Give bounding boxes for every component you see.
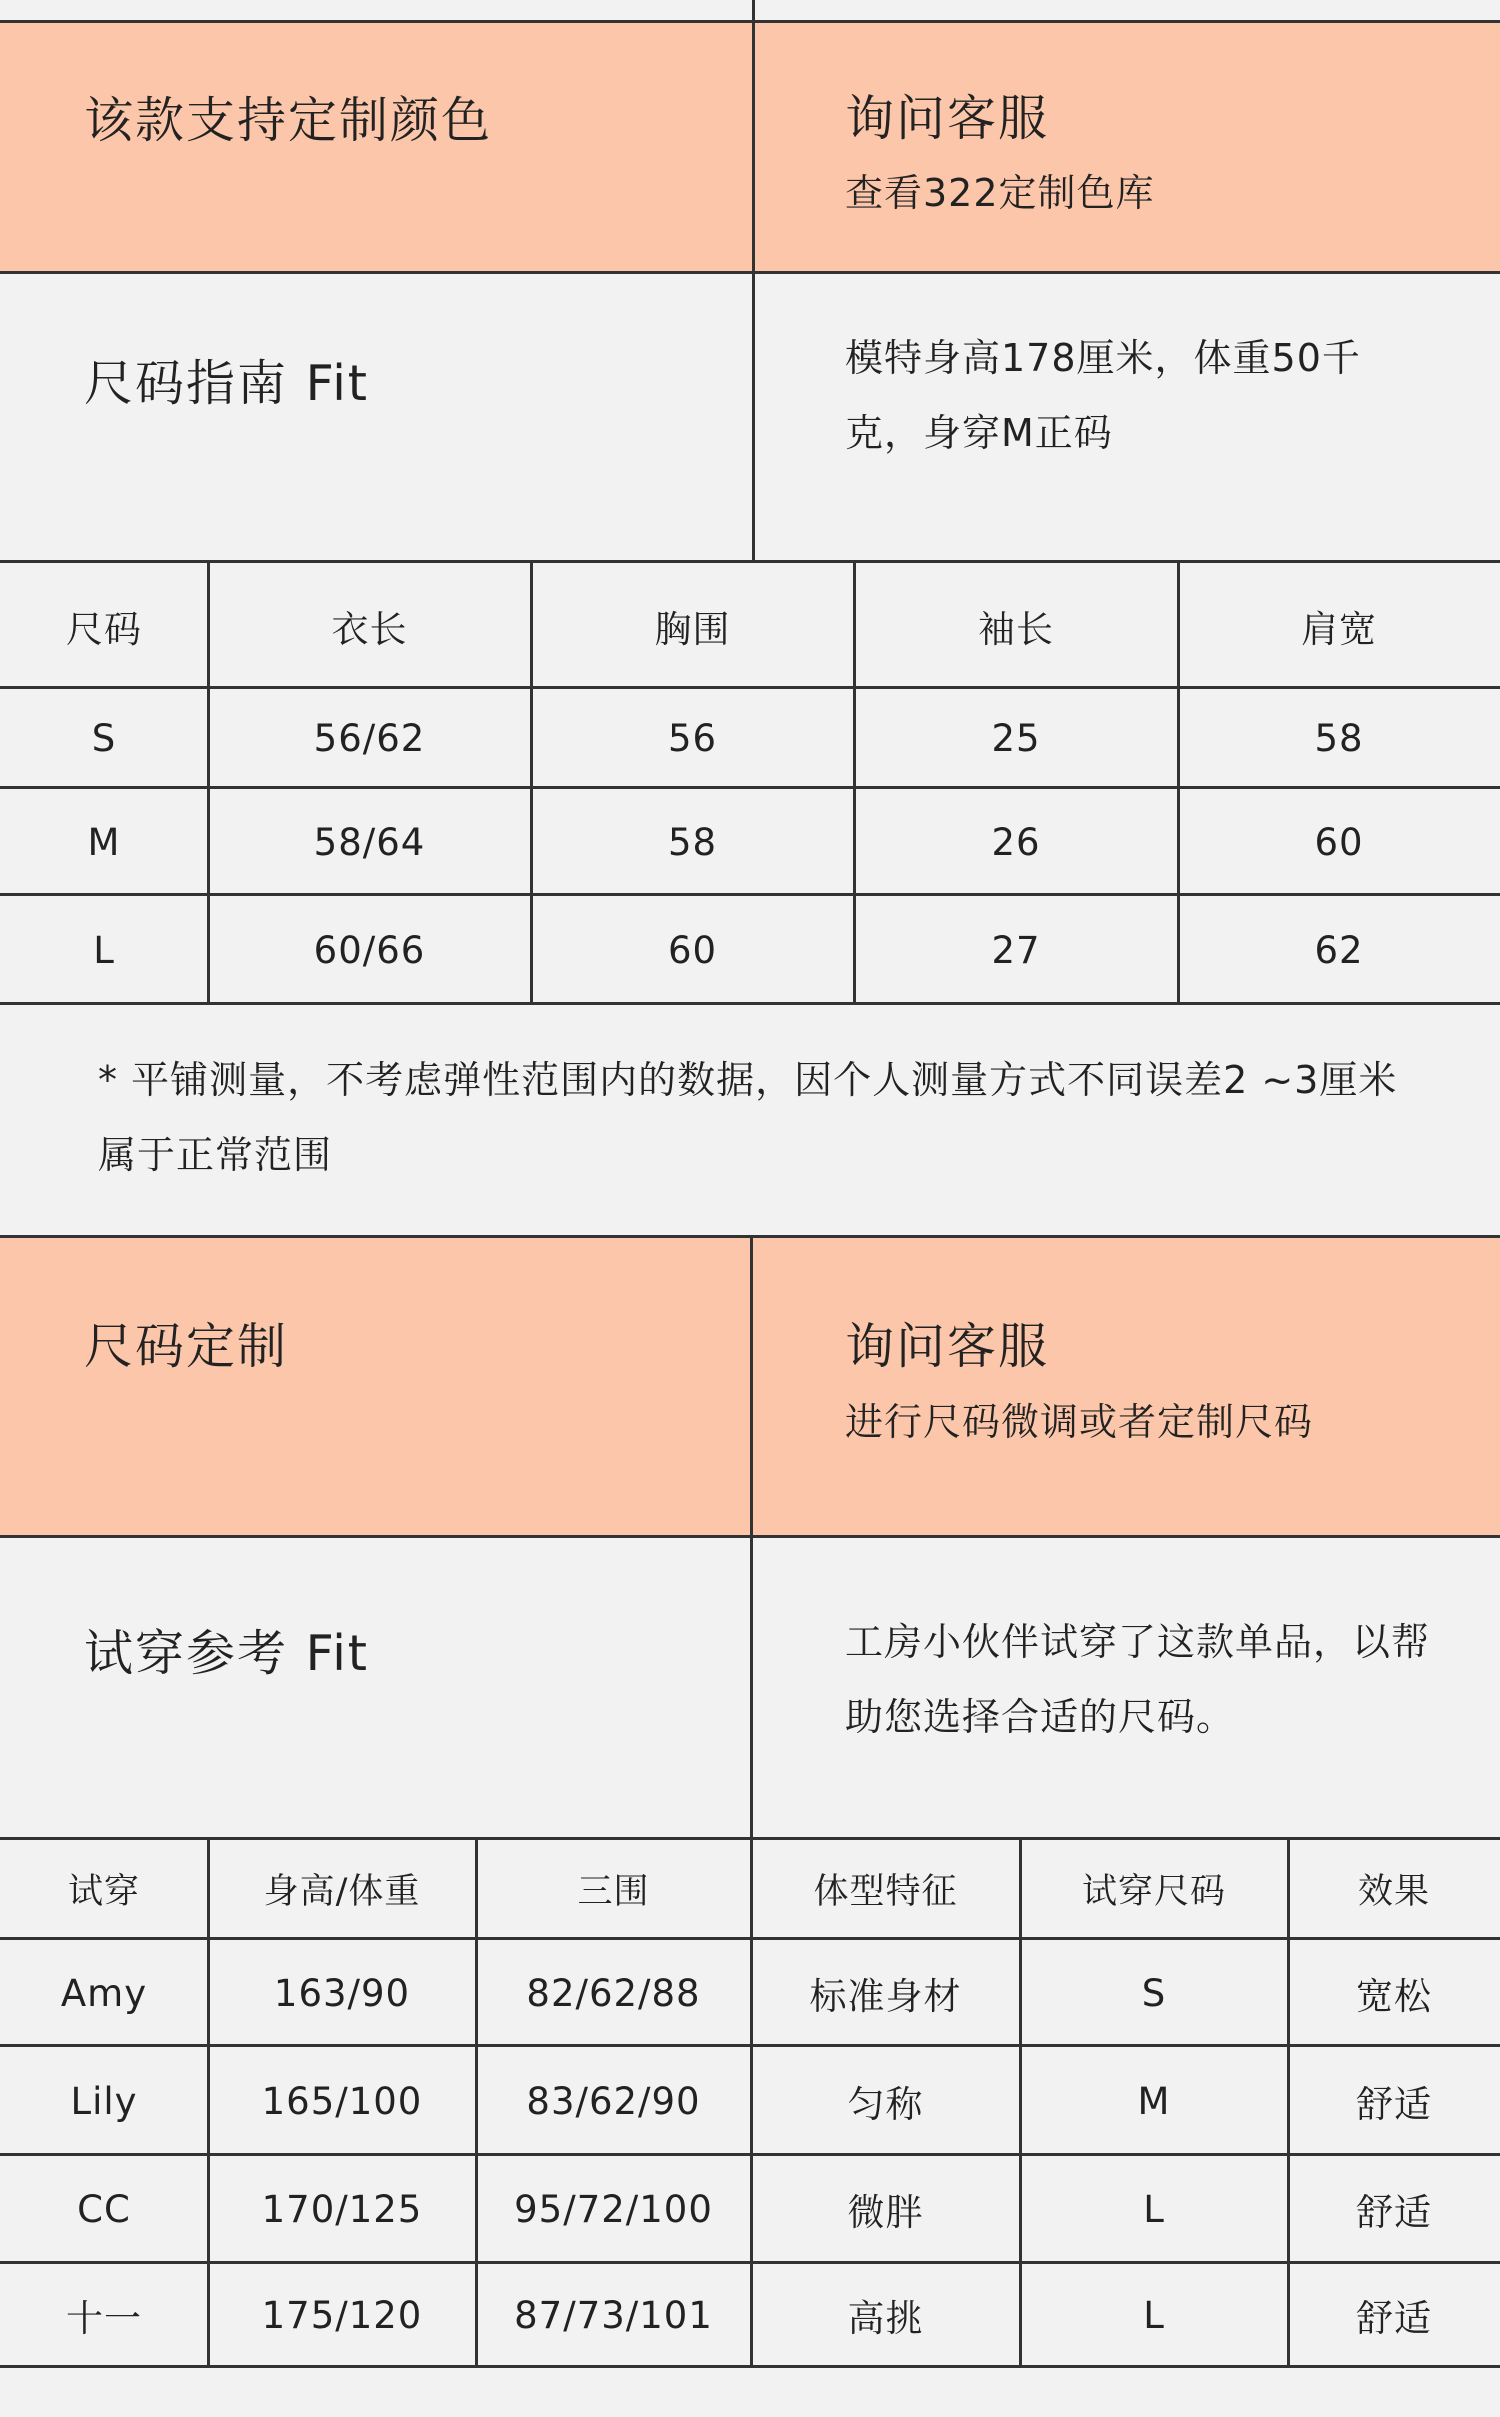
try-table-header: 三围 xyxy=(577,1872,650,1912)
divider xyxy=(0,560,1500,563)
size-cell: 62 xyxy=(1314,928,1364,972)
try-table-header: 身高/体重 xyxy=(263,1872,421,1912)
try-cell: L xyxy=(1143,2187,1165,2231)
model-info-note: 模特身高178厘米，体重50千克，身穿M正码 xyxy=(845,336,1361,455)
try-cell: 舒适 xyxy=(1356,2083,1432,2126)
try-cell: 标准身材 xyxy=(809,1975,962,2018)
try-table-header: 体型特征 xyxy=(813,1872,958,1912)
divider xyxy=(0,686,1500,689)
size-cell: 58/64 xyxy=(313,820,426,864)
try-cell: 高挑 xyxy=(847,2297,924,2340)
divider xyxy=(750,1237,753,1839)
size-table-header: 衣长 xyxy=(331,607,408,651)
size-cell: 60 xyxy=(1314,820,1364,864)
divider xyxy=(752,0,755,562)
try-on-title: 试穿参考 Fit xyxy=(84,1625,370,1682)
divider xyxy=(207,1839,210,2367)
divider xyxy=(750,1839,753,2367)
divider xyxy=(853,562,856,1004)
divider xyxy=(207,562,210,1004)
divider xyxy=(530,562,533,1004)
custom-size-title: 尺码定制 xyxy=(84,1318,289,1375)
size-cell: 56 xyxy=(667,716,718,760)
divider xyxy=(0,1002,1500,1005)
try-cell: 165/100 xyxy=(261,2079,423,2123)
try-cell: 175/120 xyxy=(261,2293,423,2337)
try-cell: Amy xyxy=(60,1971,148,2015)
try-cell: Lily xyxy=(70,2079,138,2123)
try-cell: 87/73/101 xyxy=(514,2293,713,2337)
try-cell: 匀称 xyxy=(847,2083,924,2126)
divider xyxy=(0,271,1500,274)
measurement-note: * 平铺测量，不考虑弹性范围内的数据，因个人测量方式不同误差2 ~3厘米属于正常范围 xyxy=(98,1058,1398,1177)
size-cell: 58 xyxy=(667,820,718,864)
size-table-header: 尺码 xyxy=(66,607,142,651)
try-cell: CC xyxy=(77,2187,131,2231)
size-adjust-link[interactable]: 进行尺码微调或者定制尺码 xyxy=(845,1400,1314,1444)
try-cell: 82/62/88 xyxy=(526,1971,701,2015)
size-cell: M xyxy=(87,820,121,864)
size-table-header: 袖长 xyxy=(978,607,1054,651)
size-cell: 60/66 xyxy=(313,928,426,972)
try-cell: 95/72/100 xyxy=(514,2187,713,2231)
divider xyxy=(1177,562,1180,1004)
try-cell: 微胖 xyxy=(847,2191,924,2234)
try-cell: 83/62/90 xyxy=(526,2079,701,2123)
try-cell: 舒适 xyxy=(1356,2191,1432,2234)
size-cell: 58 xyxy=(1314,716,1364,760)
size-table-header: 肩宽 xyxy=(1301,607,1377,651)
ask-service-link[interactable]: 询问客服 xyxy=(845,90,1050,147)
divider xyxy=(0,893,1500,896)
size-cell: S xyxy=(91,716,117,760)
color-library-link[interactable]: 查看322定制色库 xyxy=(845,171,1155,215)
size-cell: 27 xyxy=(991,928,1041,972)
ask-service-link[interactable]: 询问客服 xyxy=(845,1318,1050,1375)
try-cell: 十一 xyxy=(66,2297,142,2340)
size-cell: 25 xyxy=(991,716,1041,760)
size-guide-title: 尺码指南 Fit xyxy=(84,355,370,412)
try-cell: S xyxy=(1141,1971,1167,2015)
divider xyxy=(0,786,1500,789)
custom-color-title: 该款支持定制颜色 xyxy=(84,92,493,149)
divider xyxy=(1019,1839,1022,2367)
try-table-header: 效果 xyxy=(1357,1872,1430,1912)
try-cell: 舒适 xyxy=(1356,2297,1432,2340)
size-cell: 26 xyxy=(991,820,1041,864)
try-cell: L xyxy=(1143,2293,1165,2337)
try-cell: 宽松 xyxy=(1356,1975,1432,2018)
try-table-header: 试穿尺码 xyxy=(1081,1872,1226,1912)
try-on-note: 工房小伙伴试穿了这款单品，以帮助您选择合适的尺码。 xyxy=(845,1620,1431,1739)
try-cell: 163/90 xyxy=(273,1971,411,2015)
size-cell: L xyxy=(93,928,115,972)
size-cell: 56/62 xyxy=(313,716,426,760)
size-table-header: 胸围 xyxy=(654,607,731,651)
size-cell: 60 xyxy=(667,928,718,972)
try-cell: 170/125 xyxy=(261,2187,423,2231)
try-table-header: 试穿 xyxy=(67,1872,140,1912)
try-cell: M xyxy=(1137,2079,1171,2123)
divider xyxy=(475,1839,478,2367)
divider xyxy=(0,20,1500,23)
divider xyxy=(1287,1839,1290,2367)
